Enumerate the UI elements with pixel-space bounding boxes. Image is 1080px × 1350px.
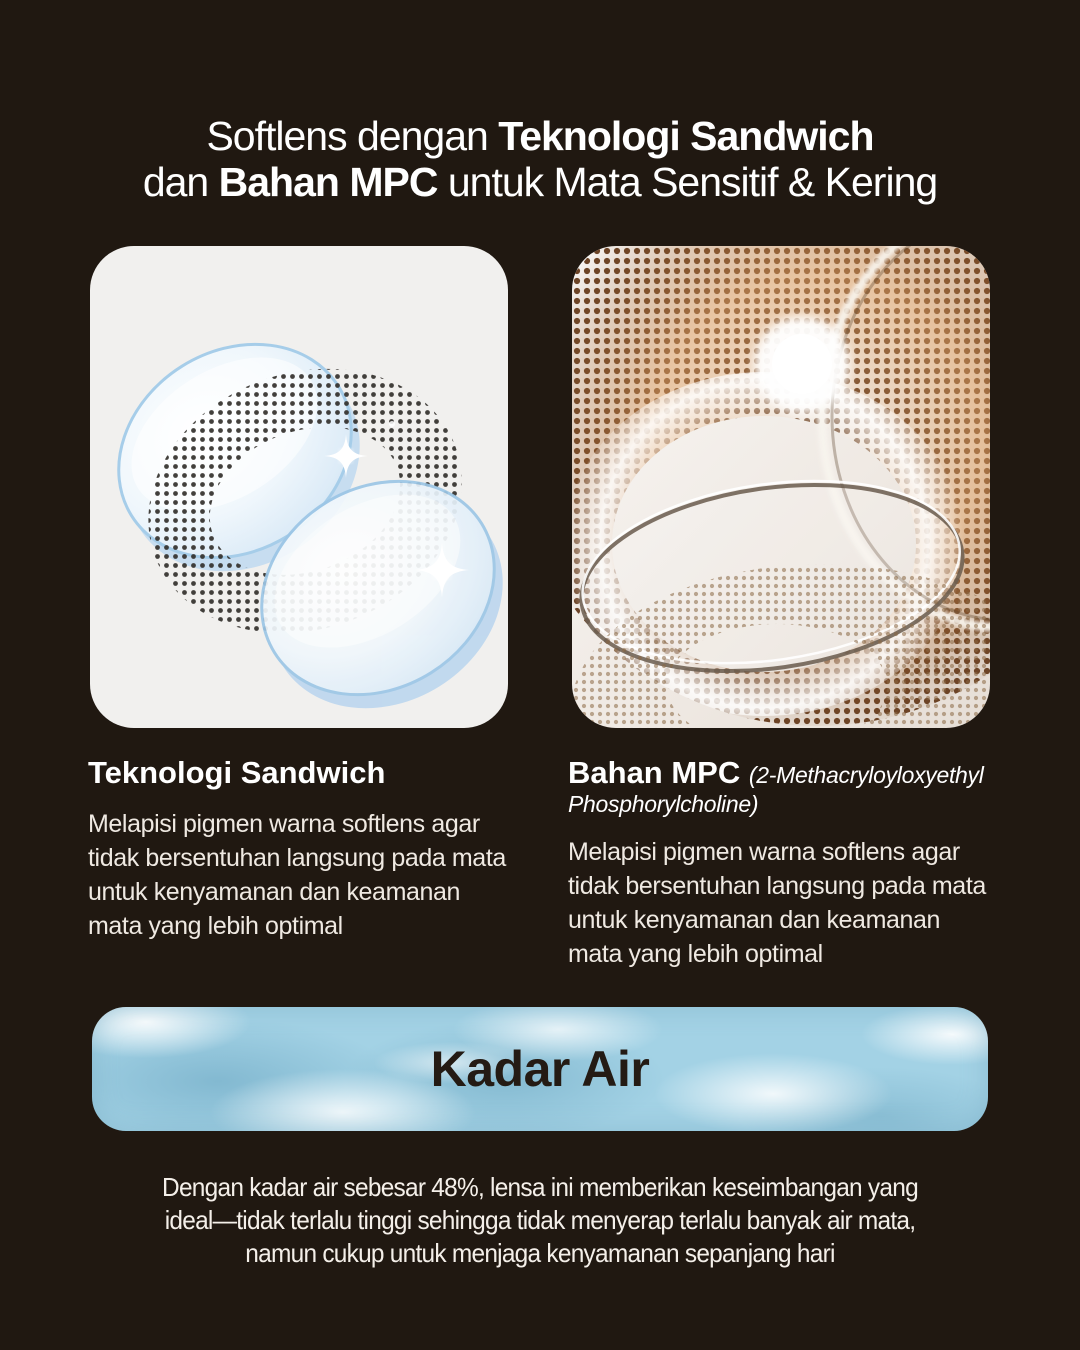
title-line1-normal: Softlens dengan [206,113,499,159]
body-line: Melapisi pigmen warna softlens agar [568,837,960,866]
feature-left-heading [88,754,512,791]
title-line2-normal-a: dan [142,158,219,205]
title-line-2 [0,160,1080,206]
sandwich-technology-image [90,246,508,728]
title-line-1 [0,114,1080,160]
title-line2-normal-b: untuk Mata Sensitif & Kering [437,158,938,205]
feature-cards-row [0,246,1080,728]
water-description [32,1171,1047,1270]
feature-right [568,754,992,971]
title-line2-bold: Bahan MPC [218,158,438,205]
body-line: tidak bersentuhan langsung pada mata [568,871,986,900]
sparkle-dot [389,421,395,427]
feature-right-heading [568,754,992,819]
body-line: untuk kenyamanan dan keamanan [88,878,461,906]
body-line: untuk kenyamanan dan keamanan [568,905,941,934]
feature-left-body [88,807,512,943]
sandwich-illustration [90,246,508,728]
feature-left [88,754,512,971]
title-line1-bold: Teknologi Sandwich [498,113,874,159]
water-banner [92,1007,988,1131]
body-line: mata yang lebih optimal [568,939,823,968]
feature-right-heading-detail-2: Phosphorylcholine) [568,791,759,817]
lens-reflection [572,246,990,728]
feature-columns [0,754,1080,971]
mpc-lens-photo [572,246,990,728]
description-line: ideal—tidak terlalu tinggi sehingga tidak menyerap terlalu banyak air mata, [164,1204,916,1235]
page-title [0,0,1080,206]
feature-right-heading-bold: Bahan MPC [568,754,741,790]
feature-right-heading-detail-1: (2-Methacryloyloxyethyl [748,761,984,788]
mpc-lens-image [572,246,990,728]
body-line: mata yang lebih optimal [88,912,343,940]
feature-right-body [568,835,992,971]
description-line: namun cukup untuk menjaga kenyamanan sepanjang hari [245,1237,835,1268]
body-line: tidak bersentuhan langsung pada mata [88,844,506,872]
feature-left-heading-text: Teknologi Sandwich [88,754,386,790]
body-line: Melapisi pigmen warna softlens agar [88,810,480,838]
description-line: Dengan kadar air sebesar 48%, lensa ini memberikan keseimbangan yang [162,1171,918,1202]
water-banner-label: Kadar Air [430,1040,650,1097]
